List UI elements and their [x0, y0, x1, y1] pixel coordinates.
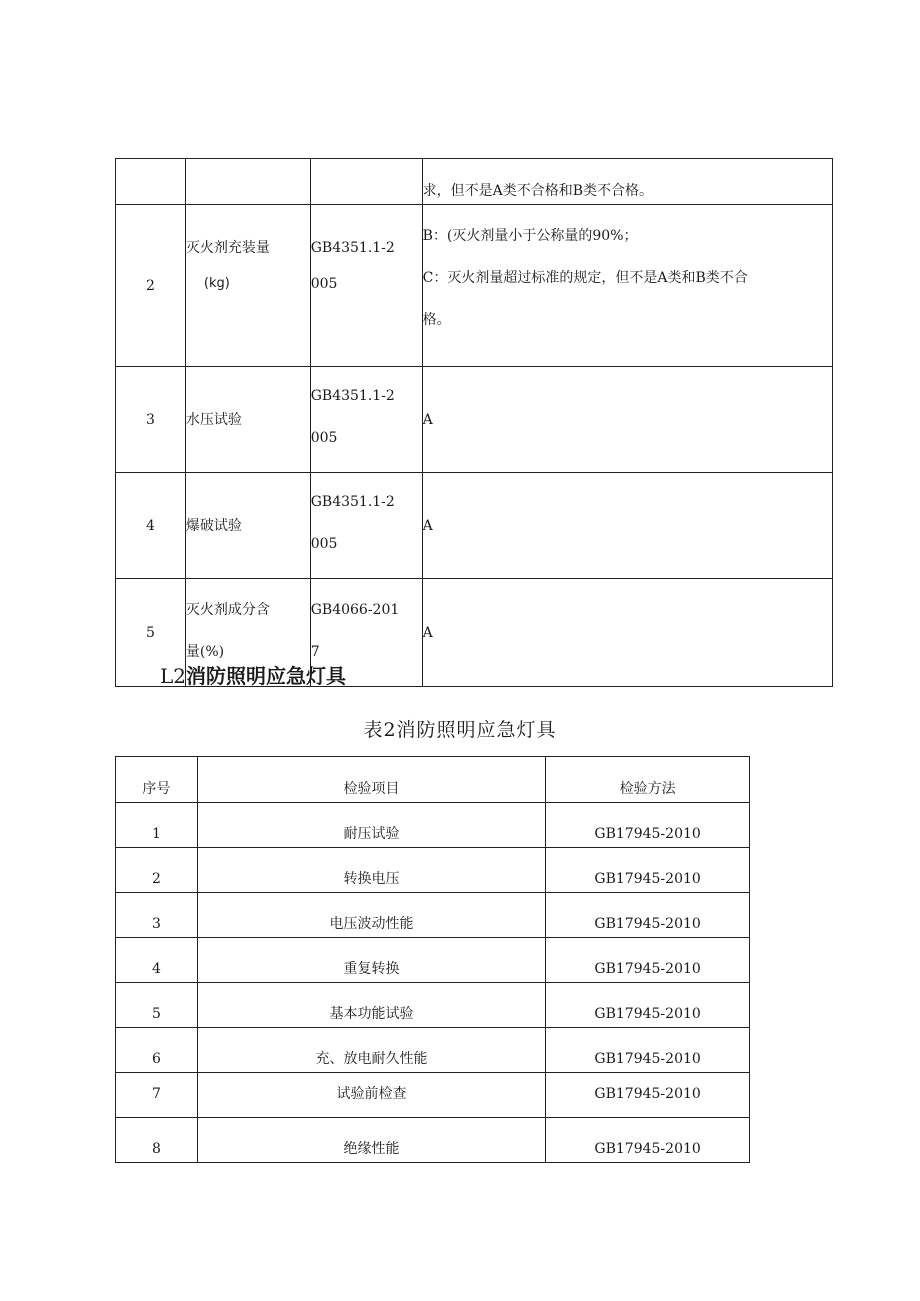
inspection-method: GB17945-2010	[546, 1028, 750, 1073]
table-row	[116, 893, 750, 938]
inspection-item: 基本功能试验	[197, 983, 545, 1028]
inspection-method: GB17945-2010	[546, 848, 750, 893]
row-number: 3	[116, 893, 198, 938]
row-number: 5	[116, 983, 198, 1028]
table-row	[116, 159, 833, 205]
inspection-item: 爆破试验	[185, 473, 310, 579]
judgement-criteria: A	[422, 367, 832, 473]
inspection-method: GB17945-2010	[546, 983, 750, 1028]
row-number: 1	[116, 803, 198, 848]
inspection-item: 灭火剂充装量 (kg)	[185, 205, 310, 367]
table-row	[116, 205, 833, 367]
judgement-criteria: A	[422, 473, 832, 579]
table-row	[116, 983, 750, 1028]
inspection-method: GB17945-2010	[546, 1073, 750, 1118]
inspection-method: GB17945-2010	[546, 803, 750, 848]
inspection-method: GB17945-2010	[546, 938, 750, 983]
table-header-row	[116, 757, 750, 803]
inspection-item: 充、放电耐久性能	[197, 1028, 545, 1073]
inspection-standard	[310, 159, 422, 205]
inspection-item: 耐压试验	[197, 803, 545, 848]
inspection-item: 灭火剂成分含 量(%)	[185, 579, 310, 687]
table-row	[116, 367, 833, 473]
inspection-item: 绝缘性能	[197, 1118, 545, 1163]
row-number: 7	[116, 1073, 198, 1118]
table-row	[116, 1073, 750, 1118]
table-row	[116, 848, 750, 893]
inspection-standard: GB4351.1-2 005	[310, 367, 422, 473]
table-row	[116, 1028, 750, 1073]
section-title: 消防照明应急灯具	[186, 664, 347, 688]
judgement-criteria: 求，但不是A类不合格和B类不合格。	[422, 159, 832, 205]
judgement-criteria: B：(灭火剂量小于公称量的90%； C：灭火剂量超过标准的规定，但不是A类和B类不合 格。	[422, 205, 832, 367]
inspection-item	[185, 159, 310, 205]
row-number: 8	[116, 1118, 198, 1163]
inspection-standard: GB4066-201 7	[310, 579, 422, 687]
inspection-method: GB17945-2010	[546, 1118, 750, 1163]
header-inspection-method: 检验方法	[546, 757, 750, 803]
section-number: L2	[160, 664, 187, 688]
table-row	[116, 938, 750, 983]
row-number: 4	[116, 938, 198, 983]
inspection-standard: GB4351.1-2 005	[310, 205, 422, 367]
inspection-item: 重复转换	[197, 938, 545, 983]
row-number: 2	[116, 205, 186, 367]
header-inspection-item: 检验项目	[197, 757, 545, 803]
inspection-item: 水压试验	[185, 367, 310, 473]
judgement-criteria: A	[422, 579, 832, 687]
header-serial-number: 序号	[116, 757, 198, 803]
inspection-item: 试验前检查	[197, 1073, 545, 1118]
inspection-method: GB17945-2010	[546, 893, 750, 938]
row-number: 5	[116, 579, 186, 687]
table-caption: 表2消防照明应急灯具	[363, 719, 557, 741]
table-row	[116, 473, 833, 579]
inspection-table-1	[115, 158, 833, 687]
inspection-standard: GB4351.1-2 005	[310, 473, 422, 579]
row-number: 6	[116, 1028, 198, 1073]
table-row	[116, 1118, 750, 1163]
row-number	[116, 159, 186, 205]
inspection-item: 转换电压	[197, 848, 545, 893]
section-heading	[160, 660, 346, 689]
table-row	[116, 803, 750, 848]
inspection-table-2	[115, 756, 750, 1163]
inspection-item: 电压波动性能	[197, 893, 545, 938]
row-number: 2	[116, 848, 198, 893]
row-number: 4	[116, 473, 186, 579]
row-number: 3	[116, 367, 186, 473]
